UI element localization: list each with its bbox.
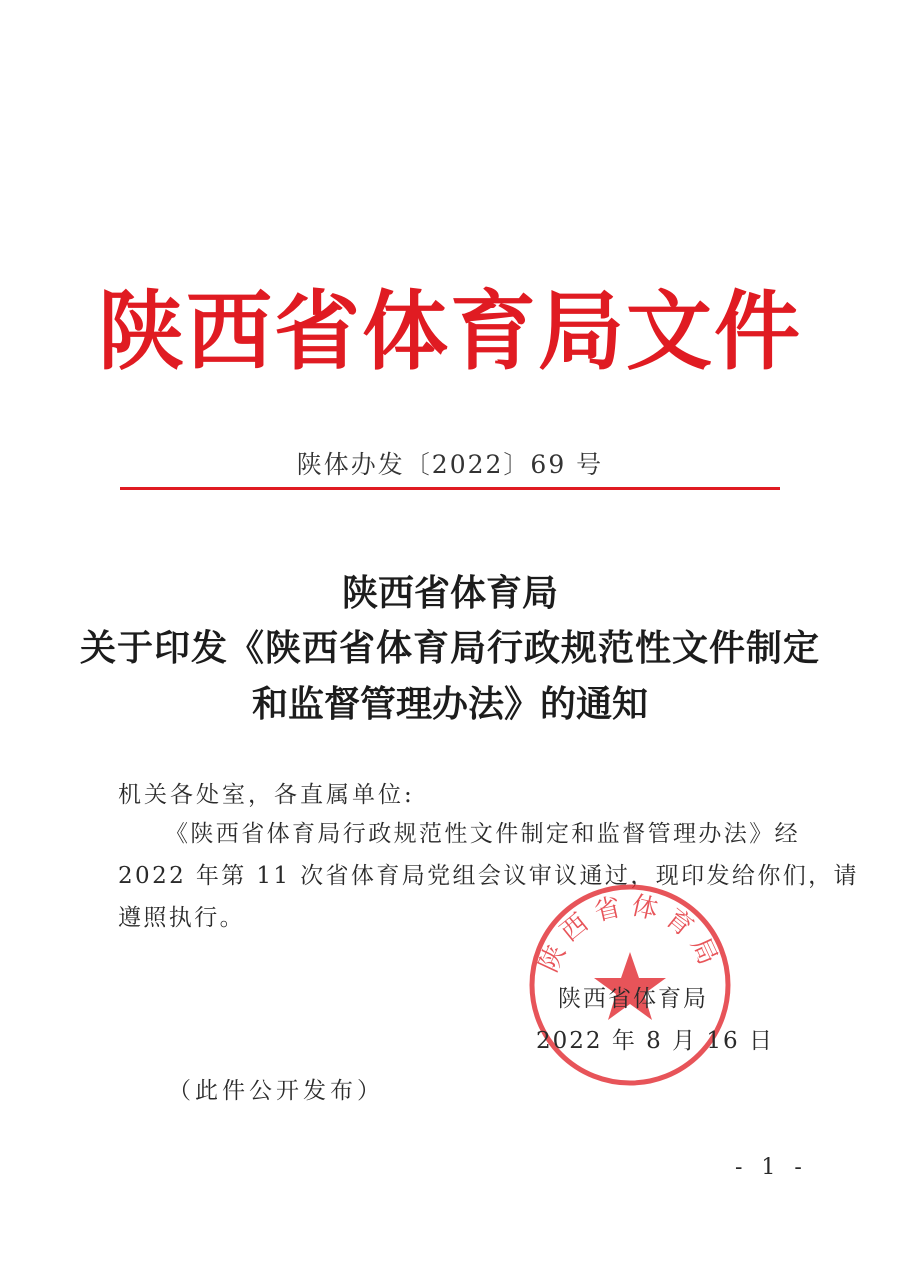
salutation: 机关各处室，各直属单位: <box>118 782 415 808</box>
document-number: 陕体办发〔2022〕69 号 <box>296 450 604 479</box>
red-divider <box>120 487 780 490</box>
seal-text: 陕西省体育局 <box>533 890 727 977</box>
signature-date: 2022 年 8 月 16 日 <box>536 1028 774 1054</box>
body-line-2: 2022 年第 11 次省体育局党组会议审议通过，现印发给你们，请 <box>118 863 859 889</box>
title-line-2: 关于印发《陕西省体育局行政规范性文件制定 <box>79 627 820 669</box>
body-line-1: 《陕西省体育局行政规范性文件制定和监督管理办法》经 <box>165 821 800 847</box>
header-title: 陕西省体育局文件 <box>98 281 802 382</box>
title-line-3: 和监督管理办法》的通知 <box>251 683 648 725</box>
signature-org: 陕西省体育局 <box>558 986 708 1012</box>
title-line-1: 陕西省体育局 <box>341 572 558 614</box>
body-line-3: 遵照执行。 <box>118 905 245 931</box>
page-number: - 1 - <box>735 1155 808 1180</box>
public-note: （此件公开发布） <box>168 1078 384 1104</box>
